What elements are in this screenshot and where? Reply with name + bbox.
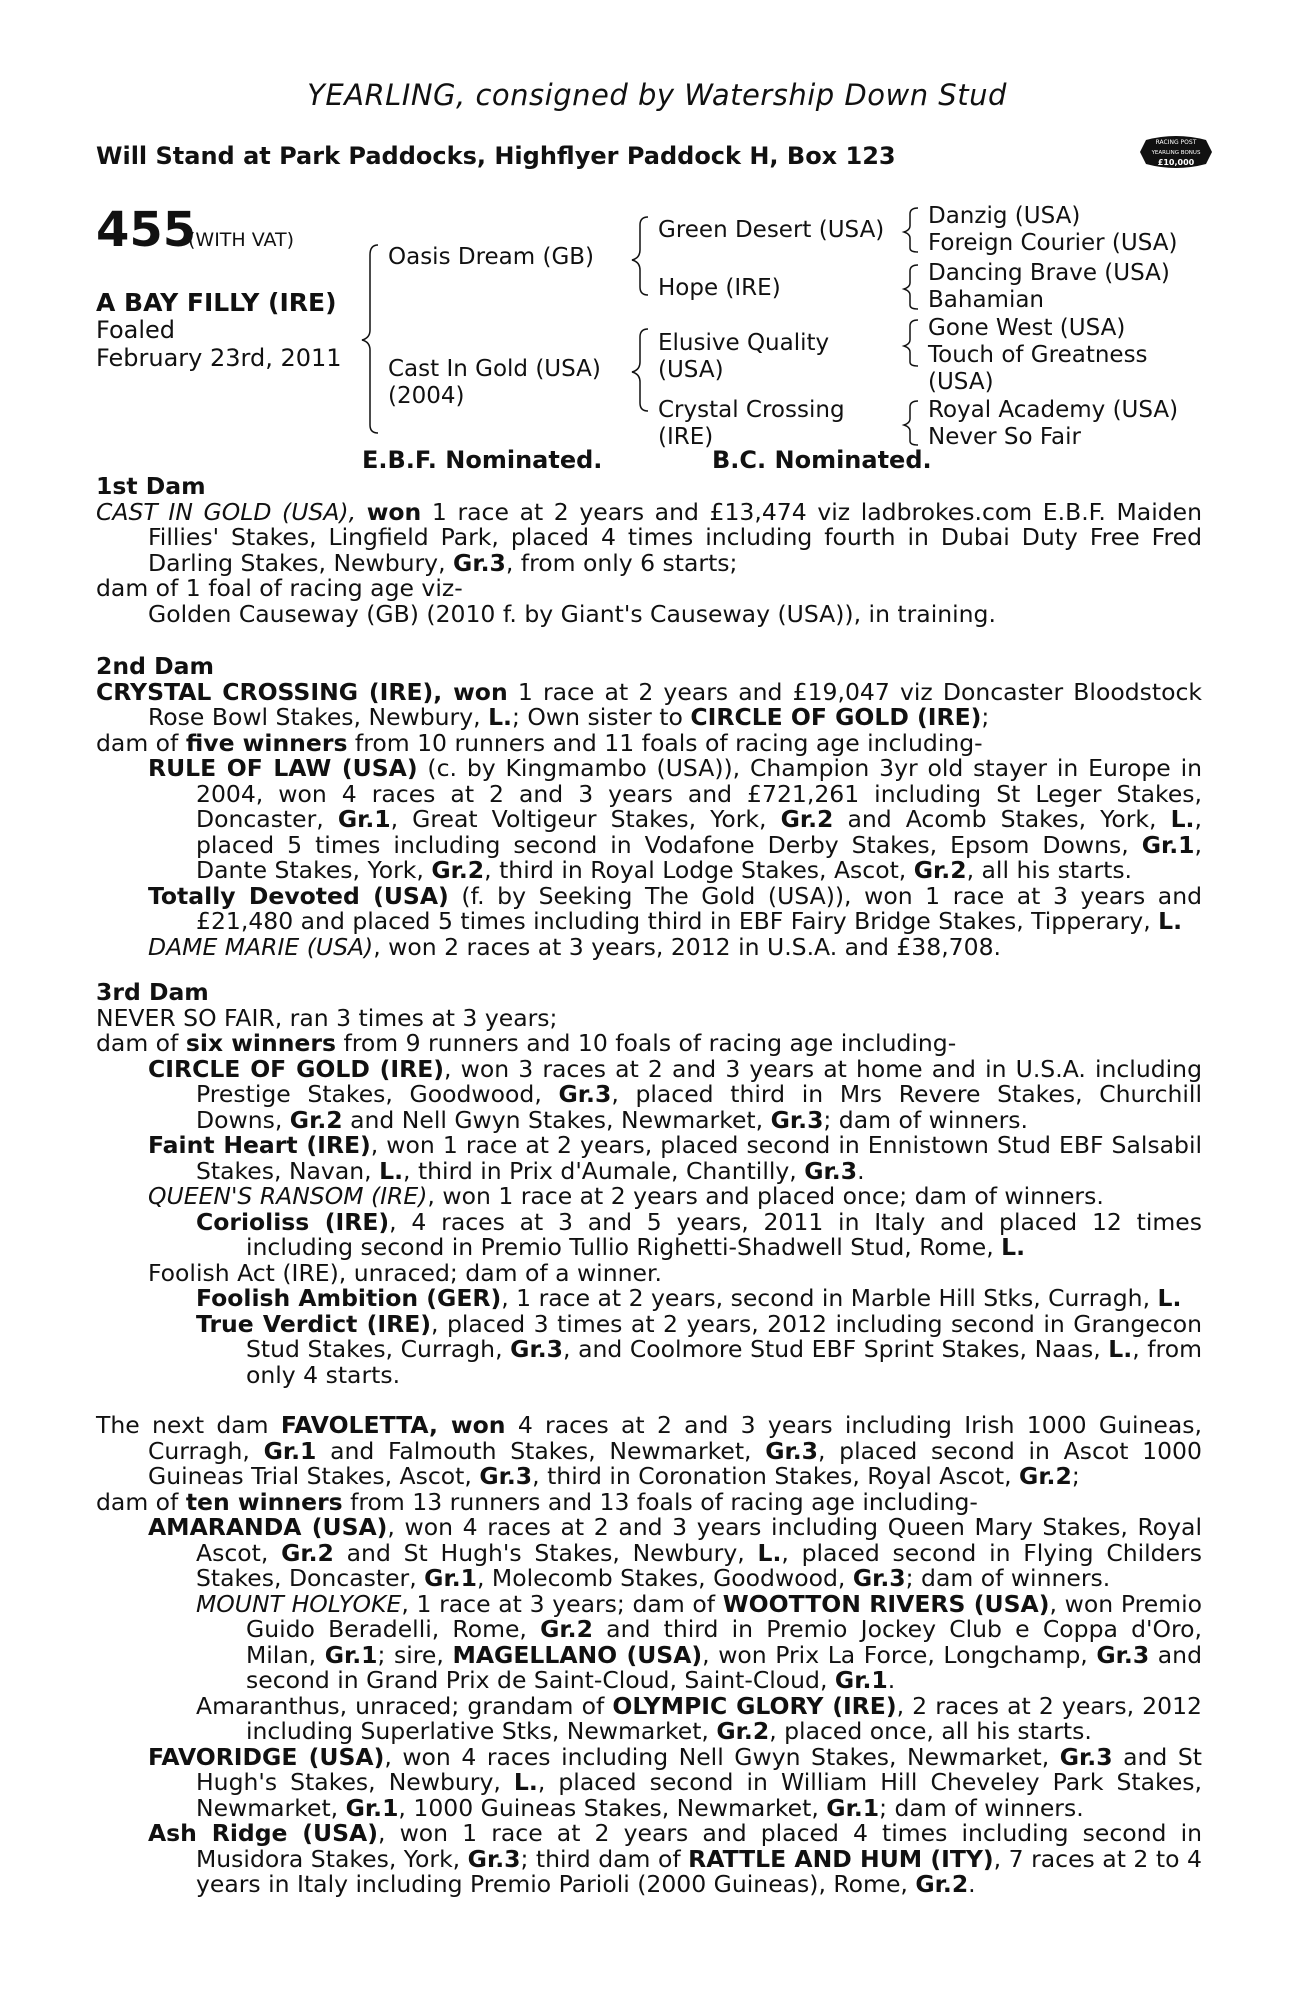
vat-note: (WITH VAT) (188, 229, 295, 251)
rule-of-law-entry: RULE OF LAW (USA) (c. by Kingmambo (USA)), Champion 3yr old stayer in Europe in 2004, won 4 races at 2 and 3 years and £721,261 including St Leger Stakes, Doncaster, Gr.1, Great Voltigeur Stakes, York, Gr.2 and Acomb Stakes, York, L., placed 5 times including second in Vodafone Derby Stakes, Epsom Downs, Gr.1, Dante Stakes, York, Gr.2, third in Royal Lodge Stakes, Ascot, Gr.2, all his starts. (148, 754, 1202, 884)
next-dam-section (96, 1413, 1202, 1898)
third-dam-produce-intro: dam of six winners from 9 runners and 10 foals of racing age including- (96, 1029, 957, 1057)
ped-dsd-2: (USA) (928, 369, 994, 395)
corioliss-entry: Corioliss (IRE), 4 races at 3 and 5 years, 2011 in Italy and placed 12 times including second in Premio Tullio Righetti-Shadwell Stud, Rome, L. (196, 1207, 1203, 1261)
amaranda-entry: AMARANDA (USA), won 4 races at 2 and 3 years including Queen Mary Stakes, Royal Ascot, Gr.2 and St Hugh's Stakes, Newbury, L., placed second in Flying Childers Stakes, Doncaster, Gr.1, Molecomb Stakes, Goodwood, Gr.3; dam of winners. (148, 1513, 1202, 1592)
faint-heart-entry: Faint Heart (IRE), won 1 race at 2 years, placed second in Ennistown Stud EBF Salsabil Stakes, Navan, L., third in Prix d'Aumale, Chantilly, Gr.3. (148, 1131, 1202, 1185)
ped-sds: Dancing Brave (USA) (928, 260, 1170, 286)
horse-description: A BAY FILLY (IRE) (96, 288, 337, 317)
badge-bottom-text: £10,000 (1157, 158, 1195, 167)
ped-dam-sire-2: (USA) (658, 357, 724, 383)
ped-dsd-1: Touch of Greatness (928, 342, 1148, 368)
third-dam-section (96, 980, 1202, 1388)
brace-dd (904, 401, 918, 445)
second-dam-record: CRYSTAL CROSSING (IRE), won 1 race at 2 years and £19,047 viz Doncaster Bloodstock Rose Bowl Stakes, Newbury, L.; Own sister to CIRCLE OF GOLD (IRE); (96, 677, 1202, 731)
ped-ddd: Never So Fair (928, 424, 1081, 450)
ebf-nominated: E.B.F. Nominated. (362, 446, 603, 474)
bc-nominated: B.C. Nominated. (712, 446, 932, 474)
foaled-label: Foaled (96, 316, 176, 344)
true-verdict-entry: True Verdict (IRE), placed 3 times at 2 years, 2012 including second in Grangecon Stud Stakes, Curragh, Gr.3, and Coolmore Stud EBF Sprint Stakes, Naas, L., from only 4 starts. (196, 1309, 1202, 1389)
second-dam-section (96, 654, 1202, 960)
brace-gen1 (362, 245, 378, 433)
ped-dam-sire-1: Elusive Quality (658, 330, 830, 356)
ped-sire-dam: Hope (IRE) (658, 275, 781, 301)
stand-location: Will Stand at Park Paddocks, Highflyer Paddock H, Box 123 (96, 142, 896, 170)
brace-sd (904, 265, 918, 309)
third-dam-record: NEVER SO FAIR, ran 3 times at 3 years; (96, 1003, 558, 1032)
ped-dds: Royal Academy (USA) (928, 397, 1179, 423)
dame-marie-entry: DAME MARIE (USA), won 2 races at 3 years, 2012 in U.S.A. and £38,708. (148, 932, 1001, 961)
ped-dam-dam-2: (IRE) (658, 424, 714, 450)
next-dam-produce-intro: dam of ten winners from 13 runners and 13 foals of racing age including- (96, 1487, 978, 1516)
mount-holyoke-entry: MOUNT HOLYOKE, 1 race at 3 years; dam of WOOTTON RIVERS (USA), won Premio Guido Beradelli, Rome, Gr.2 and third in Premio Jockey Club e Coppa d'Oro, Milan, Gr.1; sire, MAGELLANO (USA), won Prix La Force, Longchamp, Gr.3 and second in Grand Prix de Saint-Cloud, Saint-Cloud, Gr.1. (196, 1589, 1202, 1694)
third-dam-heading: 3rd Dam (96, 978, 209, 1006)
amaranthus-entry: Amaranthus, unraced; grandam of OLYMPIC GLORY (IRE), 2 races at 2 years, 2012 including Superlative Stks, Newmarket, Gr.2, placed once, all his starts. (196, 1691, 1202, 1745)
second-dam-produce-intro: dam of five winners from 10 runners and 11 foals of racing age including- (96, 728, 983, 757)
favoridge-entry: FAVORIDGE (USA), won 4 races including Nell Gwyn Stakes, Newmarket, Gr.3 and St Hugh's Stakes, Newbury, L., placed second in William Hill Cheveley Park Stakes, Newmarket, Gr.1, 1000 Guineas Stakes, Newmarket, Gr.1; dam of winners. (148, 1742, 1202, 1822)
badge-mid-text: YEARLING BONUS (1151, 150, 1201, 156)
ped-sire: Oasis Dream (GB) (388, 244, 595, 270)
foolish-ambition-entry: Foolish Ambition (GER), 1 race at 2 years, second in Marble Hill Stks, Curragh, L. (196, 1284, 1182, 1312)
brace-ds (904, 320, 918, 366)
first-dam-produce-1: Golden Causeway (GB) (2010 f. by Giant's Causeway (USA)), in training. (148, 599, 996, 628)
lot-number: 455 (96, 202, 197, 258)
ped-dam-year: (2004) (388, 383, 465, 409)
ped-sire-sire: Green Desert (USA) (658, 217, 885, 243)
ped-ssd: Foreign Courier (USA) (928, 230, 1178, 256)
page-title: YEARLING, consigned by Watership Down Stud (307, 78, 1007, 112)
ped-sdd: Bahamian (928, 287, 1045, 313)
first-dam-record: CAST IN GOLD (USA), won 1 race at 2 years and £13,474 viz ladbrokes.com E.B.F. Maiden Fillies' Stakes, Lingfield Park, placed 4 times including fourth in Dubai Duty Free Fred Darling Stakes, Newbury, Gr.3, from only 6 starts; (96, 497, 1202, 577)
first-dam-produce-intro: dam of 1 foal of racing age viz- (96, 574, 463, 602)
brace-dam (632, 329, 648, 411)
brace-sire (632, 217, 648, 295)
ped-dss: Gone West (USA) (928, 315, 1126, 341)
circle-of-gold-entry: CIRCLE OF GOLD (IRE), won 3 races at 2 and 3 years at home and in U.S.A. including Prestige Stakes, Goodwood, Gr.3, placed third in Mrs Revere Stakes, Churchill Downs, Gr.2 and Nell Gwyn Stakes, Newmarket, Gr.3; dam of winners. (148, 1054, 1202, 1134)
second-dam-heading: 2nd Dam (96, 652, 214, 680)
ash-ridge-entry: Ash Ridge (USA), won 1 race at 2 years and placed 4 times including second in Musidora Stakes, York, Gr.3; third dam of RATTLE AND HUM (ITY), 7 races at 2 to 4 years in Italy including Premio Parioli (2000 Guineas), Rome, Gr.2. (148, 1819, 1202, 1898)
first-dam-heading: 1st Dam (96, 472, 206, 500)
first-dam-section (96, 474, 1202, 627)
queens-ransom-entry: QUEEN'S RANSOM (IRE), won 1 race at 2 years and placed once; dam of winners. (148, 1182, 1104, 1210)
foolish-act-entry: Foolish Act (IRE), unraced; dam of a winner. (148, 1258, 662, 1287)
totally-devoted-entry: Totally Devoted (USA) (f. by Seeking The Gold (USA)), won 1 race at 3 years and £21,480 and placed 5 times including third in EBF Fairy Bridge Stakes, Tipperary, L. (148, 881, 1202, 935)
brace-ss (904, 208, 918, 252)
foaled-date: February 23rd, 2011 (96, 344, 342, 372)
next-dam-record: The next dam FAVOLETTA, won 4 races at 2 and 3 years including Irish 1000 Guineas, Curragh, Gr.1 and Falmouth Stakes, Newmarket, Gr.3, placed second in Ascot 1000 Guineas Trial Stakes, Ascot, Gr.3, third in Coronation Stakes, Royal Ascot, Gr.2; (96, 1411, 1202, 1490)
ped-dam-dam-1: Crystal Crossing (658, 397, 845, 423)
badge-top-text: RACING POST (1155, 139, 1197, 146)
ped-dam: Cast In Gold (USA) (388, 356, 601, 382)
ped-sss: Danzig (USA) (928, 203, 1081, 229)
